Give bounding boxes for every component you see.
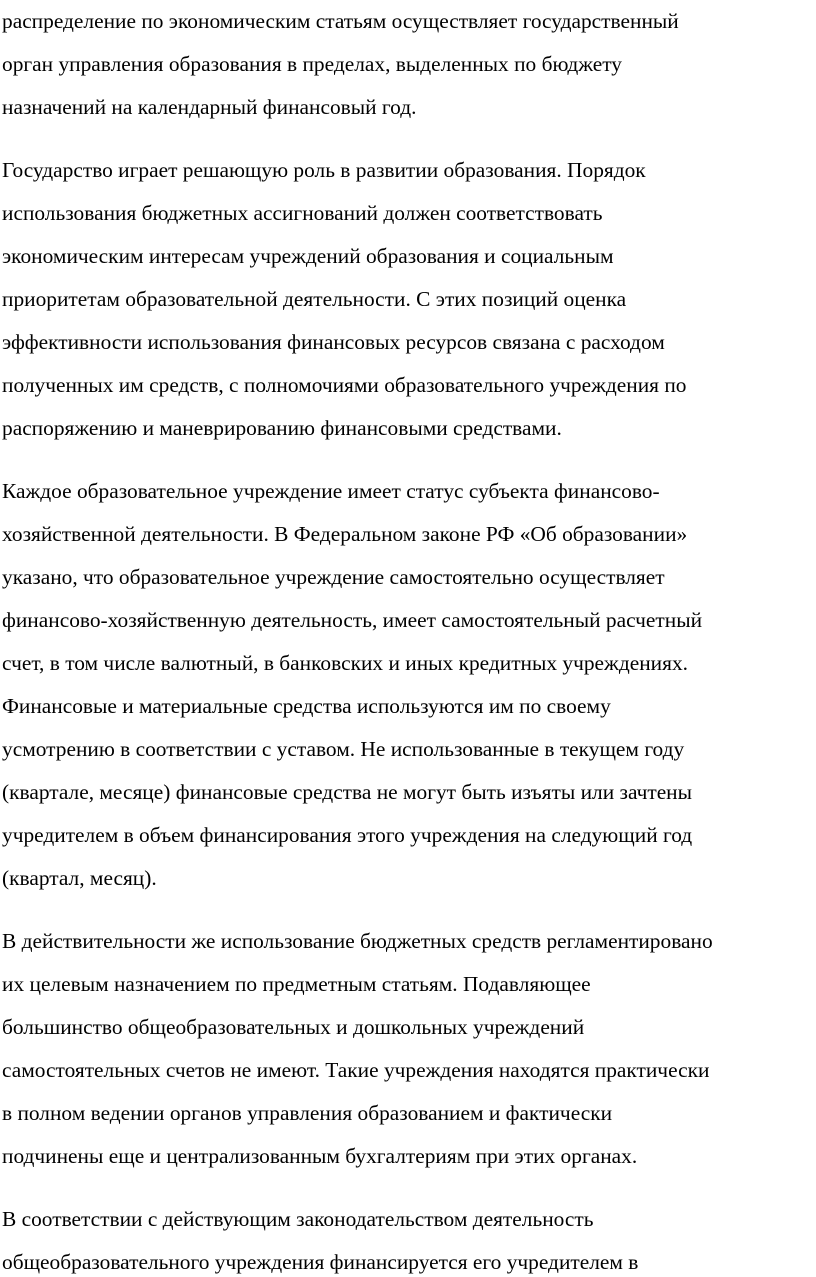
text-line: эффективности использования финансовых ресурсов связана с расходом: [2, 330, 665, 354]
paragraph-2: [2, 149, 816, 450]
text-line: приоритетам образовательной деятельности. С этих позиций оценка: [2, 287, 627, 311]
text-line: В действительности же использование бюджетных средств регламентировано: [2, 929, 713, 953]
text-line: распределение по экономическим статьям осуществляет государственный: [2, 9, 679, 33]
text-line: финансово-хозяйственную деятельность, имеет самостоятельный расчетный: [2, 608, 703, 632]
text-line: полученных им средств, с полномочиями образовательного учреждения по: [2, 373, 687, 397]
paragraph-4: [2, 920, 816, 1178]
text-line: большинство общеобразовательных и дошкольных учреждений: [2, 1015, 585, 1039]
text-line: орган управления образования в пределах, выделенных по бюджету: [2, 52, 623, 76]
text-line: распоряжению и маневрированию финансовыми средствами.: [2, 416, 562, 440]
text-line: В соответствии с действующим законодательством деятельность: [2, 1207, 594, 1231]
text-line: Финансовые и материальные средства используются им по своему: [2, 694, 611, 718]
text-line: указано, что образовательное учреждение самостоятельно осуществляет: [2, 565, 665, 589]
paragraph-5: [2, 1198, 816, 1277]
text-line: Государство играет решающую роль в развитии образования. Порядок: [2, 158, 646, 182]
text-line: назначений на календарный финансовый год.: [2, 95, 417, 119]
text-line: Каждое образовательное учреждение имеет статус субъекта финансово-: [2, 479, 660, 503]
paragraph-gap: [2, 900, 816, 920]
text-line: хозяйственной деятельности. В Федеральном законе РФ «Об образовании»: [2, 522, 688, 546]
text-line: их целевым назначением по предметным статьям. Подавляющее: [2, 972, 591, 996]
text-line: учредителем в объем финансирования этого учреждения на следующий год: [2, 823, 693, 847]
text-line: счет, в том числе валютный, в банковских и иных кредитных учреждениях.: [2, 651, 688, 675]
text-line: в полном ведении органов управления образованием и фактически: [2, 1101, 613, 1125]
text-line: самостоятельных счетов не имеют. Такие учреждения находятся практически: [2, 1058, 710, 1082]
text-line: усмотрению в соответствии с уставом. Не использованные в текущем году: [2, 737, 685, 761]
text-line: экономическим интересам учреждений образования и социальным: [2, 244, 614, 268]
text-line: подчинены еще и централизованным бухгалтериям при этих органах.: [2, 1144, 638, 1168]
text-line: общеобразовательного учреждения финансируется его учредителем в: [2, 1250, 639, 1274]
paragraph-gap: [2, 1178, 816, 1198]
text-line: использования бюджетных ассигнований должен соответствовать: [2, 201, 603, 225]
paragraph-1: [2, 0, 816, 129]
text-line: (квартал, месяц).: [2, 866, 157, 890]
paragraph-3: [2, 470, 816, 900]
paragraph-gap: [2, 129, 816, 149]
text-line: (квартале, месяце) финансовые средства не могут быть изъяты или зачтены: [2, 780, 693, 804]
paragraph-gap: [2, 450, 816, 470]
